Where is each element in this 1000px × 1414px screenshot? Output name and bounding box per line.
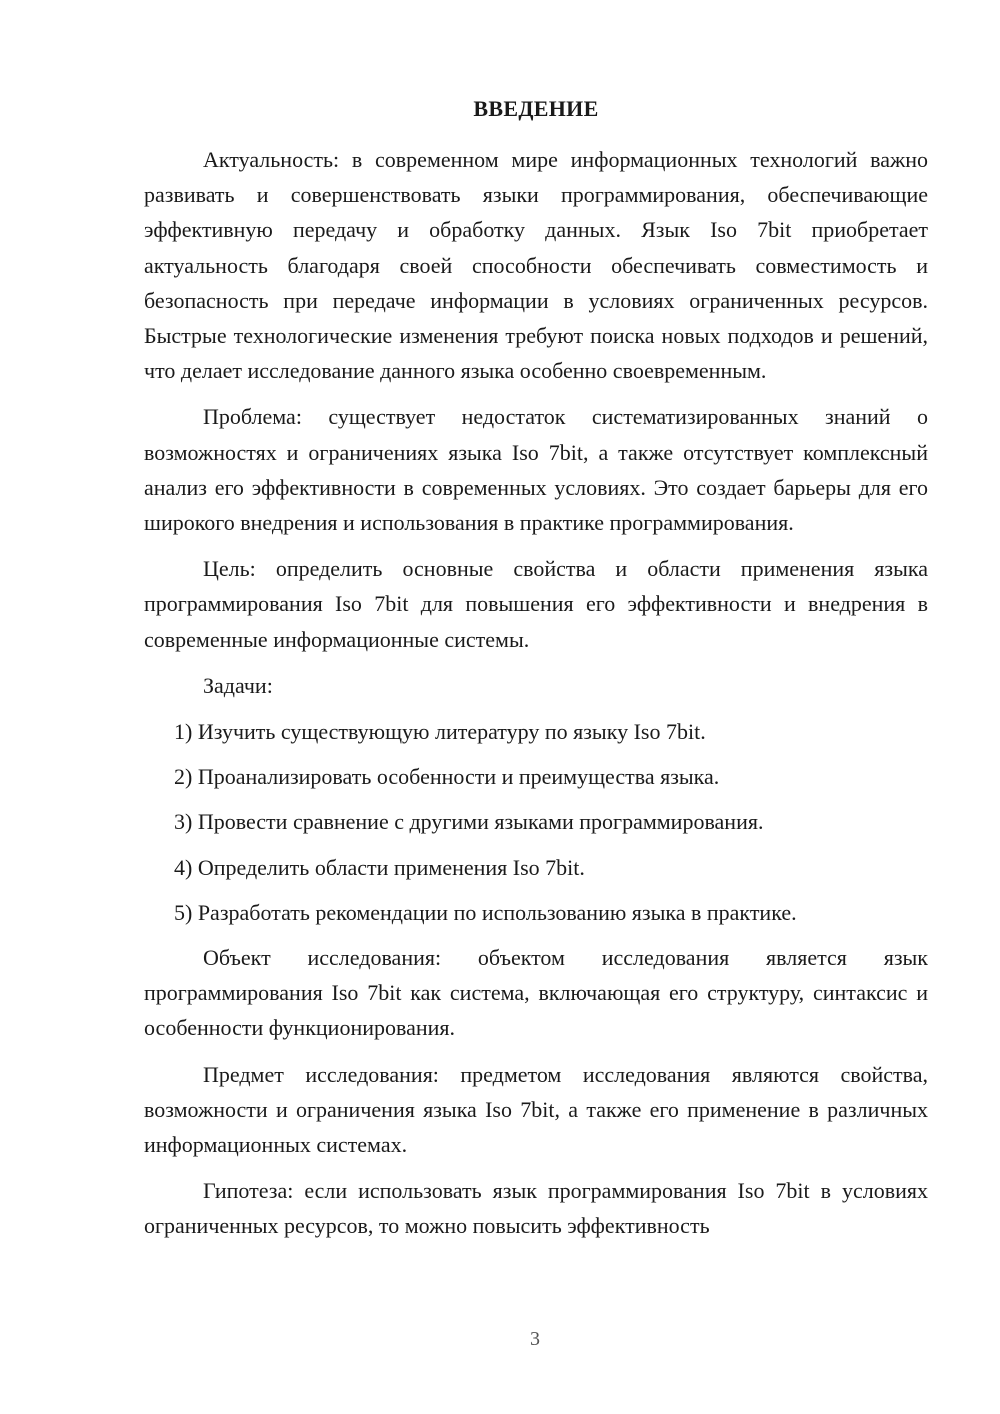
task-item: 3) Провести сравнение с другими языками программирования.: [174, 809, 764, 835]
section-title: ВВЕДЕНИЕ: [473, 96, 599, 121]
tasks-list: [144, 714, 928, 930]
task-item: 5) Разработать рекомендации по использованию языка в практике.: [174, 899, 797, 925]
tasks-heading: Задачи:: [203, 672, 273, 698]
page-number: 3: [530, 1328, 540, 1350]
paragraph-object: Объект исследования: объектом исследования является язык программирования Iso 7bit как система, включающая его структуру, синтаксис и особенности функционирования.: [144, 945, 928, 1041]
task-item: 1) Изучить существующую литературу по языку Iso 7bit.: [174, 719, 706, 745]
task-item: 2) Проанализировать особенности и преимущества языка.: [174, 764, 720, 790]
paragraph-hypothesis: Гипотеза: если использовать язык программирования Iso 7bit в условиях ограниченных ресурсов, то можно повысить эффективность: [144, 1178, 928, 1239]
paragraph-relevance: Актуальность: в современном мире информационных технологий важно развивать и совершенствовать языки программирования, обеспечивающие эффективную передачу и обработку данных. Язык Iso 7bit приобретает актуальность благодаря своей способности обеспечивать совместимость и безопасность при передаче информации в условиях ограниченных ресурсов. Быстрые технологические изменения требуют поиска новых подходов и решений, что делает исследование данного языка особенно своевременным.: [144, 147, 928, 384]
paragraph-problem: Проблема: существует недостаток систематизированных знаний о возможностях и ограничениях языка Iso 7bit, а также отсутствует комплексный анализ его эффективности в современных условиях. Это создает барьеры для его широкого внедрения и использования в практике программирования.: [144, 404, 928, 536]
paragraph-subject: Предмет исследования: предметом исследования являются свойства, возможности и ограничения языка Iso 7bit, а также его применение в различных информационных системах.: [144, 1061, 928, 1158]
document-page: [144, 0, 928, 1414]
paragraph-goal: Цель: определить основные свойства и области применения языка программирования Iso 7bit для повышения его эффективности и внедрения в современные информационные системы.: [144, 556, 928, 652]
task-item: 4) Определить области применения Iso 7bit.: [174, 854, 585, 880]
document-body: [144, 142, 928, 1255]
